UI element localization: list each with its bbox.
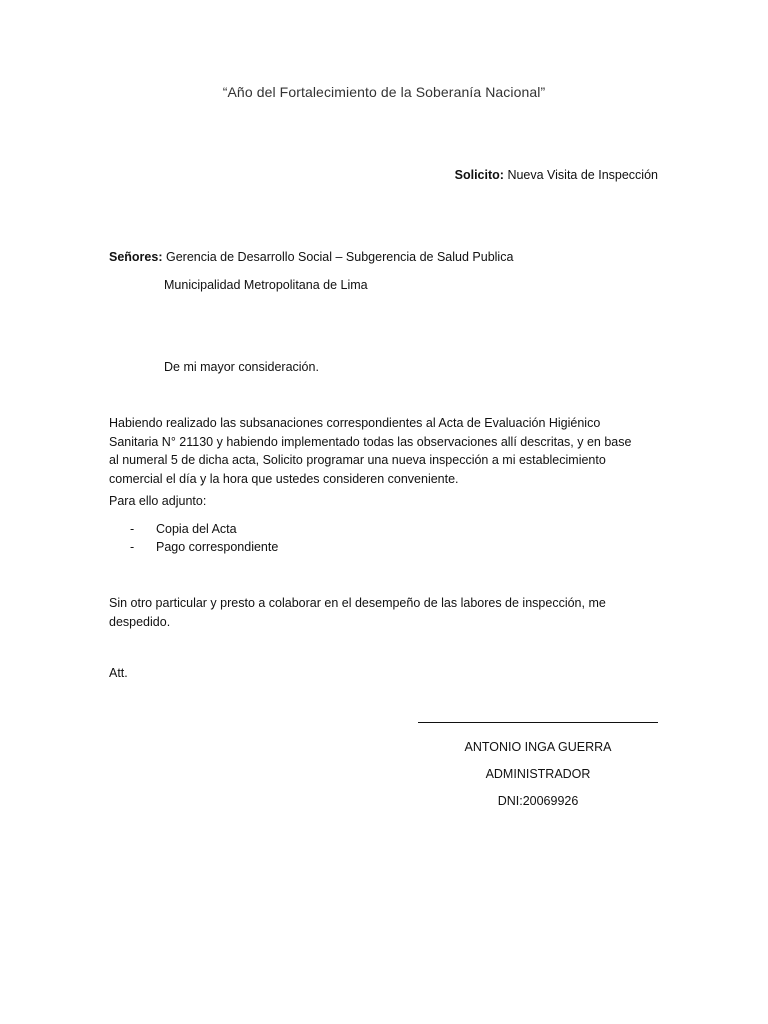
signature-line — [418, 722, 658, 723]
body-paragraph — [109, 414, 654, 488]
body-line: Sanitaria N° 21130 y habiendo implementado todas las observaciones allí descritas, y en base — [109, 434, 632, 449]
signatory-name: ANTONIO INGA GUERRA — [464, 740, 612, 754]
recipient-department: Gerencia de Desarrollo Social – Subgerencia de Salud Publica — [165, 250, 514, 264]
attachment-label: Copia del Acta — [156, 522, 237, 536]
attachment-label: Pago correspondiente — [156, 540, 279, 554]
subject-label: Solicito: — [454, 168, 504, 182]
closing-line: Sin otro particular y presto a colaborar en el desempeño de las labores de inspección, me — [109, 596, 606, 610]
recipient-line-2: Municipalidad Metropolitana de Lima — [164, 278, 368, 292]
sign-off: Att. — [109, 666, 128, 680]
recipient-line-1 — [109, 250, 513, 264]
year-motto-header: “Año del Fortalecimiento de la Soberanía Nacional” — [222, 84, 546, 100]
signatory-dni: DNI:20069926 — [497, 794, 579, 808]
body-line: Habiendo realizado las subsanaciones correspondientes al Acta de Evaluación Higiénico — [109, 416, 601, 430]
closing-paragraph — [109, 594, 606, 631]
subject-line — [455, 168, 658, 182]
attachment-item — [130, 522, 237, 536]
recipient-label: Señores: — [109, 250, 163, 264]
attachment-item — [130, 540, 278, 554]
bullet-dash: - — [130, 540, 135, 554]
closing-line: despedido. — [109, 614, 171, 629]
salutation: De mi mayor consideración. — [164, 360, 319, 374]
body-line: comercial el día y la hora que ustedes consideren conveniente. — [109, 471, 459, 486]
signatory-role: ADMINISTRADOR — [485, 767, 591, 781]
body-line: al numeral 5 de dicha acta, Solicito programar una nueva inspección a mi establecimiento — [109, 453, 606, 467]
bullet-dash: - — [130, 522, 135, 536]
subject-text: Nueva Visita de Inspección — [507, 168, 658, 182]
attachments-intro: Para ello adjunto: — [109, 494, 207, 508]
